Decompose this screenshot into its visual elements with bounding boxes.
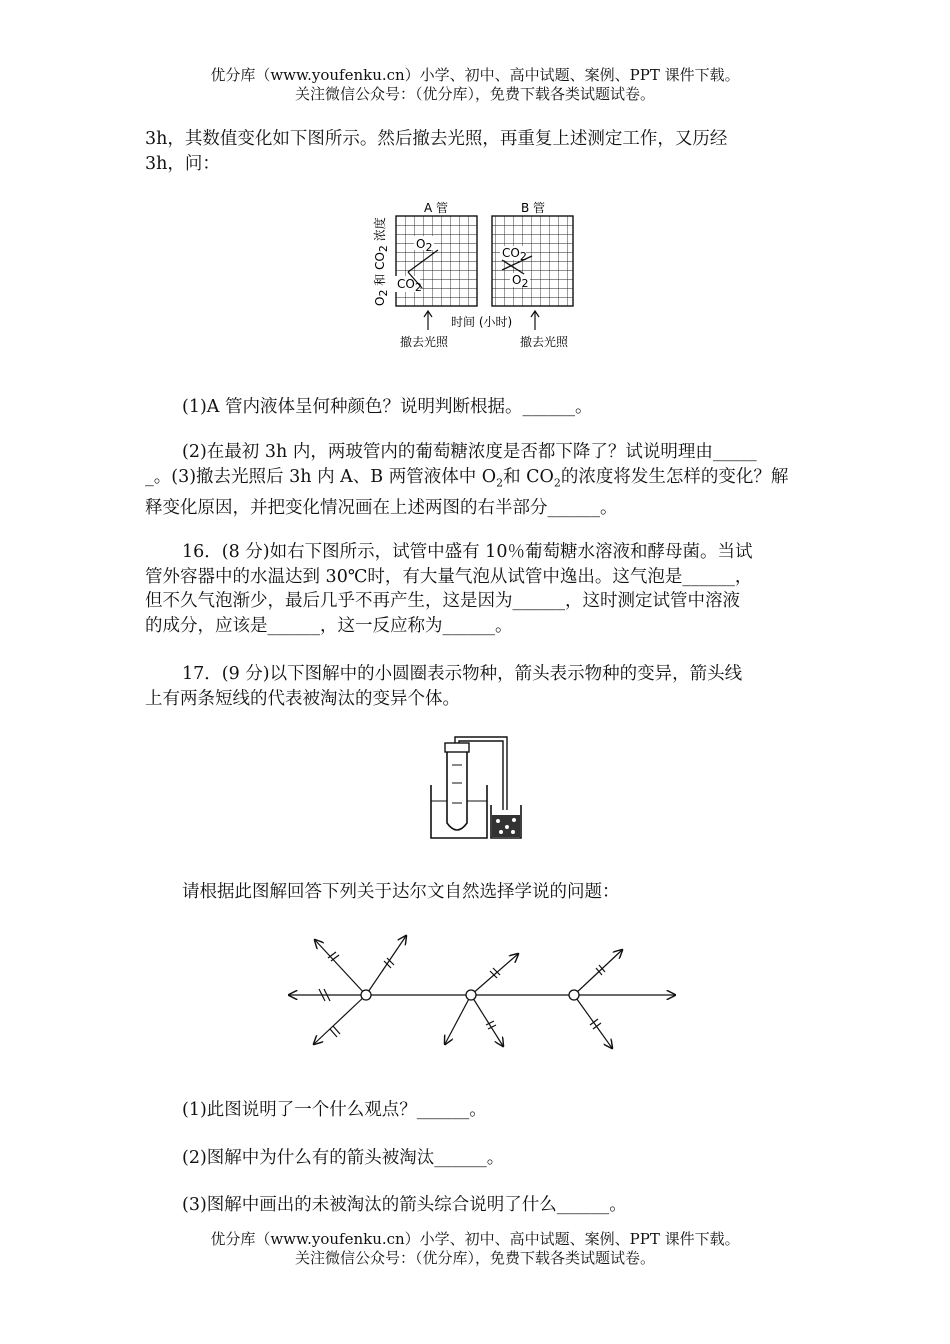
y-axis-label: O2 和 CO2 浓度 bbox=[373, 217, 390, 306]
species-node-1 bbox=[361, 990, 371, 1000]
q15-part2-line-1: (2)在最初 3h 内，两玻管内的葡萄糖浓度是否都下降了？试说明理由_____ bbox=[182, 442, 757, 462]
q17-sub-2: (2)图解中为什么有的箭头被淘汰______。 bbox=[182, 1148, 505, 1168]
q16-text bbox=[145, 540, 810, 638]
q16-line-3: 但不久气泡渐少，最后几乎不再产生，这是因为______，这时测定试管中溶液 bbox=[145, 591, 740, 611]
chart-b-remove-light-arrow-icon bbox=[531, 311, 539, 330]
x-axis-label: 时间 (小时) bbox=[451, 315, 513, 329]
chart-b-title: B 管 bbox=[521, 201, 546, 215]
q17-line-2: 上有两条短线的代表被淘汰的变异个体。 bbox=[145, 688, 460, 709]
natural-selection-diagram bbox=[282, 928, 682, 1050]
intro-text bbox=[145, 127, 810, 176]
chart-a-title: A 管 bbox=[424, 201, 449, 215]
species-node-2 bbox=[466, 990, 476, 1000]
q17-sub-1: (1)此图说明了一个什么观点？______。 bbox=[182, 1100, 487, 1120]
q15-part2 bbox=[145, 440, 810, 520]
page-footer bbox=[0, 1230, 950, 1268]
page-header bbox=[0, 66, 950, 104]
chart-a-grid bbox=[396, 216, 477, 306]
q16-line-1: 16．(8 分)如右下图所示，试管中盛有 10％葡萄糖水溶液和酵母菌。当试 bbox=[182, 542, 753, 562]
chart-b-o2-label: O2 bbox=[512, 273, 529, 290]
q17-line-1: 17．(9 分)以下图解中的小圆圈表示物种，箭头表示物种的变异，箭头线 bbox=[182, 664, 743, 684]
chart-a-o2-label: O2 bbox=[416, 237, 433, 254]
footer-line-2: 关注微信公众号：（优分库），免费下载各类试题试卷。 bbox=[294, 1249, 655, 1267]
yeast-test-tube-figure bbox=[425, 735, 530, 845]
q17-text bbox=[145, 662, 810, 711]
q16-line-4: 的成分，应该是______，这一反应称为______。 bbox=[145, 615, 513, 636]
chart-a-remove-light-arrow-icon bbox=[424, 311, 432, 330]
tube-gas-chart-figure bbox=[360, 198, 590, 353]
intro-line-2: 3h，问： bbox=[145, 153, 220, 174]
q15-part1: (1)A 管内液体呈何种颜色？说明判断根据。______。 bbox=[182, 397, 593, 417]
q17-sub-3: (3)图解中画出的未被淘汰的箭头综合说明了什么______。 bbox=[182, 1195, 627, 1215]
chart-b-remove-light-label: 撤去光照 bbox=[520, 335, 569, 349]
species-node-3 bbox=[569, 990, 579, 1000]
q15-part2-line-2: _。(3)撤去光照后 3h 内 A、B 两管液体中 $O_2$和 $CO_2$的浓度将发生怎样的变化？解 bbox=[145, 466, 789, 489]
chart-b-co2-label: CO2 bbox=[502, 246, 527, 263]
q16-line-2: 管外容器中的水温达到 30℃时，有大量气泡从试管中逸出。这气泡是______， bbox=[145, 566, 753, 587]
footer-line-1: 优分库（www.youfenku.cn）小学、初中、高中试题、案例、PPT 课件下载。 bbox=[210, 1230, 740, 1248]
header-line-1: 优分库（www.youfenku.cn）小学、初中、高中试题、案例、PPT 课件下载。 bbox=[210, 66, 740, 84]
chart-a-remove-light-label: 撤去光照 bbox=[400, 335, 449, 349]
chart-a-co2-label: CO2 bbox=[397, 277, 422, 294]
q17-prompt: 请根据此图解回答下列关于达尔文自然选择学说的问题： bbox=[182, 882, 620, 902]
intro-line-1: 3h，其数值变化如下图所示。然后撤去光照，再重复上述测定工作，又历经 bbox=[145, 129, 728, 149]
q15-part2-line-3: 释变化原因，并把变化情况画在上述两图的右半部分______。 bbox=[145, 497, 618, 518]
header-line-2: 关注微信公众号：（优分库），免费下载各类试题试卷。 bbox=[294, 85, 655, 103]
